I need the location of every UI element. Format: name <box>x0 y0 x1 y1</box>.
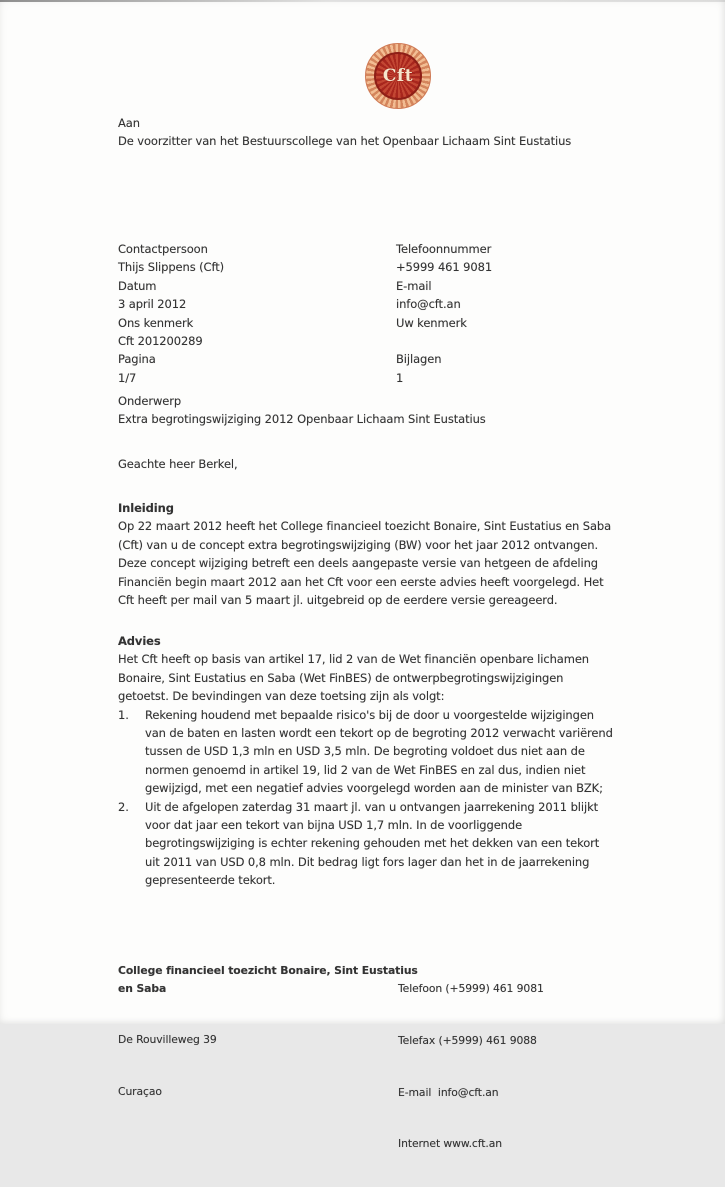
section-inleiding <box>118 499 617 609</box>
meta-label-datum: Datum <box>118 278 157 293</box>
meta-value-ons-kenmerk: Cft 201200289 <box>118 334 203 349</box>
recipient-block <box>118 114 571 151</box>
meta-value-pagina: 1/7 <box>118 370 137 385</box>
footer-contact-block <box>398 946 638 1187</box>
logo-inner-ring <box>374 52 422 100</box>
meta-right-column <box>396 240 616 387</box>
footer-org-name: College financieel toezicht Bonaire, Sint Eustatius en Saba <box>118 964 422 995</box>
list-item-1-number: 1. <box>118 707 129 722</box>
meta-label-bijlagen: Bijlagen <box>396 352 442 367</box>
cft-logo <box>365 43 431 109</box>
meta-label-contactpersoon: Contactpersoon <box>118 242 208 256</box>
list-item-2-text: Uit de afgelopen zaterdag 31 maart jl. van u ontvangen jaarrekening 2011 blijkt voor dat jaar een tekort van bijna USD 1,7 mln. In de voorliggende begrotingswijziging is echter rekening gehouden met het dekken van een tekort uit 2011 van USD 0,8 mln. Dit bedrag ligt fors lager dan het in de jaarrekening gepresenteerde tekort. <box>145 799 600 888</box>
meta-value-bijlagen: 1 <box>396 370 404 385</box>
meta-left-column <box>118 240 388 387</box>
footer-telefoon: Telefoon (+5999) 461 9081 <box>398 982 544 996</box>
inleiding-body: Op 22 maart 2012 heeft het College financieel toezicht Bonaire, Sint Eustatius en Saba (Cft) van u de concept extra begrotingswijziging (BW) voor het jaar 2012 ontvangen. Deze concept wijziging betreft een deels aangepaste versie van hetgeen de afdeling Financiën begin maart 2012 aan het Cft voor een eerste advies heeft voorgelegd. Het Cft heeft per mail van 5 maart jl. uitgebreid op de eerdere versie gereageerd. <box>118 519 612 608</box>
meta-label-email: E-mail <box>396 278 432 293</box>
meta-label-pagina: Pagina <box>118 352 156 367</box>
logo-text: Cft <box>382 66 414 86</box>
logo-outer-ring <box>365 43 431 109</box>
footer-internet: Internet www.cft.an <box>398 1137 503 1151</box>
list-item-1 <box>118 706 617 798</box>
meta-label-uw-kenmerk: Uw kenmerk <box>396 315 467 330</box>
footer-telefax: Telefax (+5999) 461 9088 <box>398 1034 537 1048</box>
advies-body: Het Cft heeft op basis van artikel 17, lid 2 van de Wet financiën openbare lichamen Bonaire, Sint Eustatius en Saba (Wet FinBES) de ontwerpbegrotingswijzigingen getoetst. De bevindingen van deze toetsing zijn als volgt: <box>118 652 590 704</box>
footer-address-line-1: De Rouvilleweg 39 <box>118 1033 217 1047</box>
footer-org-block <box>118 928 422 1134</box>
meta-value-telefoonnummer: +5999 461 9081 <box>396 260 493 275</box>
list-item-2-number: 2. <box>118 799 129 814</box>
salutation: Geachte heer Berkel, <box>118 457 238 471</box>
meta-value-contactpersoon: Thijs Slippens (Cft) <box>118 260 225 275</box>
meta-value-uw-kenmerk <box>396 332 616 350</box>
list-item-1-text: Rekening houdend met bepaalde risico's bij de door u voorgestelde wijzigingen van de baten en lasten wordt een tekort op de begroting 2012 verwacht variërend tussen de USD 1,3 mln en USD 3,5 mln. De begroting voldoet dus niet aan de normen genoemd in artikel 19, lid 2 van de Wet FinBES en zal dus, indien niet gewijzigd, met een negatief advies voorgelegd worden aan de minister van BZK; <box>145 707 613 796</box>
meta-label-telefoonnummer: Telefoonnummer <box>396 242 492 256</box>
subject-block <box>118 392 486 429</box>
meta-label-ons-kenmerk: Ons kenmerk <box>118 315 194 330</box>
advies-list <box>118 706 617 890</box>
list-item-2 <box>118 798 617 890</box>
footer-email: E-mail info@cft.an <box>398 1085 499 1099</box>
footer-address-line-2: Curaçao <box>118 1084 162 1098</box>
section-advies <box>118 632 617 890</box>
recipient-name: De voorzitter van het Bestuurscollege van het Openbaar Lichaam Sint Eustatius <box>118 134 572 149</box>
meta-value-datum: 3 april 2012 <box>118 297 187 312</box>
meta-value-email: info@cft.an <box>396 297 461 312</box>
advies-heading: Advies <box>118 634 161 648</box>
subject-text: Extra begrotingswijziging 2012 Openbaar Lichaam Sint Eustatius <box>118 412 486 427</box>
subject-label: Onderwerp <box>118 394 182 408</box>
inleiding-heading: Inleiding <box>118 501 174 515</box>
recipient-label: Aan <box>118 116 140 130</box>
